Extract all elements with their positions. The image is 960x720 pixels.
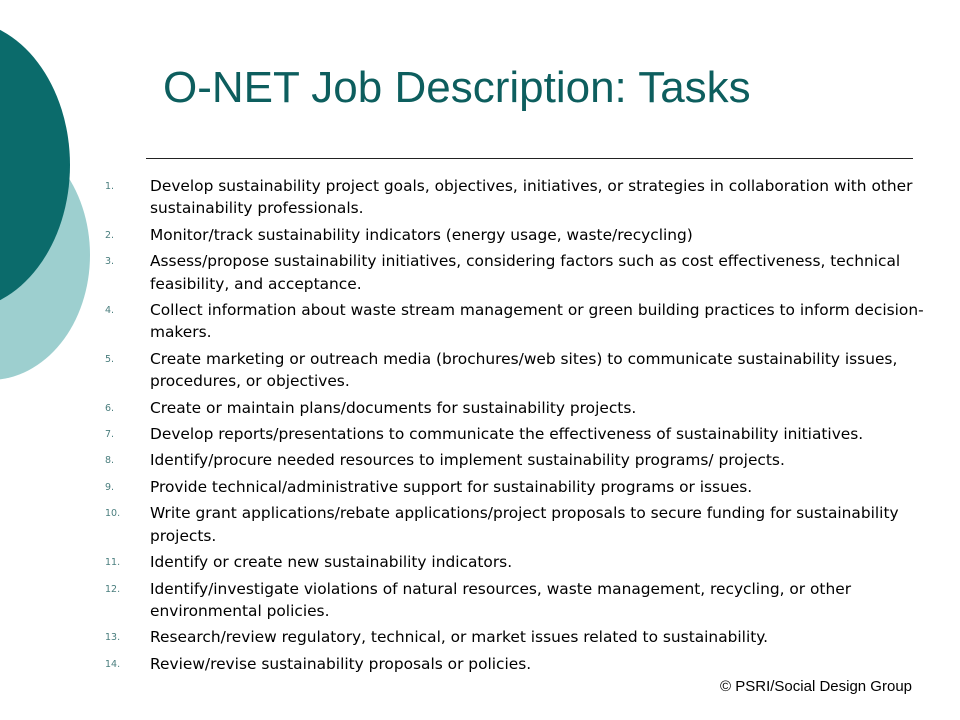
task-text: Identify/investigate violations of natural resources, waste management, recycling, or other environmental policies. xyxy=(150,579,852,620)
task-item xyxy=(105,423,945,445)
task-item xyxy=(105,224,945,246)
task-number: 13. xyxy=(105,632,121,644)
task-number: 5. xyxy=(105,353,115,365)
task-item xyxy=(105,397,945,419)
task-item xyxy=(105,502,945,547)
task-text: Create or maintain plans/documents for sustainability projects. xyxy=(150,398,637,417)
task-text: Review/revise sustainability proposals or policies. xyxy=(150,654,532,673)
task-number: 11. xyxy=(105,557,121,569)
task-item xyxy=(105,449,945,471)
task-number: 4. xyxy=(105,305,115,317)
task-text: Research/review regulatory, technical, or market issues related to sustainability. xyxy=(150,628,769,647)
task-item xyxy=(105,348,945,393)
task-item xyxy=(105,476,945,498)
task-number: 8. xyxy=(105,455,115,467)
task-number: 12. xyxy=(105,583,121,595)
task-item xyxy=(105,653,945,675)
task-item xyxy=(105,551,945,573)
task-number: 9. xyxy=(105,481,115,493)
task-text: Identify/procure needed resources to implement sustainability programs/ projects. xyxy=(150,451,785,470)
task-text: Identify or create new sustainability indicators. xyxy=(150,553,513,572)
copyright-footer: © PSRI/Social Design Group xyxy=(720,678,912,695)
task-number: 14. xyxy=(105,658,121,670)
task-text: Create marketing or outreach media (brochures/web sites) to communicate sustainability issues, procedures, or objectives. xyxy=(150,349,898,391)
task-item xyxy=(105,299,945,344)
title-divider xyxy=(146,158,913,159)
task-item xyxy=(105,175,945,220)
task-text: Develop sustainability project goals, objectives, initiatives, or strategies in collaboration with other sustainability professionals. xyxy=(150,177,913,218)
task-item xyxy=(105,578,945,623)
task-number: 10. xyxy=(105,508,121,520)
task-number: 6. xyxy=(105,402,115,414)
task-number: 7. xyxy=(105,429,115,441)
task-text: Monitor/track sustainability indicators (energy usage, waste/recycling) xyxy=(150,225,693,244)
task-number: 1. xyxy=(105,181,115,192)
task-text: Assess/propose sustainability initiatives, considering factors such as cost effectiveness, technical feasibility, and acceptance. xyxy=(150,252,901,293)
task-item xyxy=(105,626,945,648)
task-number: 2. xyxy=(105,229,115,241)
task-number: 3. xyxy=(105,256,115,268)
task-list xyxy=(105,175,945,679)
task-text: Provide technical/administrative support for sustainability programs or issues. xyxy=(150,477,753,496)
slide-title: O-NET Job Description: Tasks xyxy=(163,63,751,112)
task-text: Write grant applications/rebate applications/project proposals to secure funding for sustainability projects. xyxy=(150,504,899,545)
task-item xyxy=(105,250,945,295)
task-text: Develop reports/presentations to communicate the effectiveness of sustainability initiatives. xyxy=(150,425,864,444)
task-text: Collect information about waste stream management or green building practices to inform decision-makers. xyxy=(150,301,924,342)
